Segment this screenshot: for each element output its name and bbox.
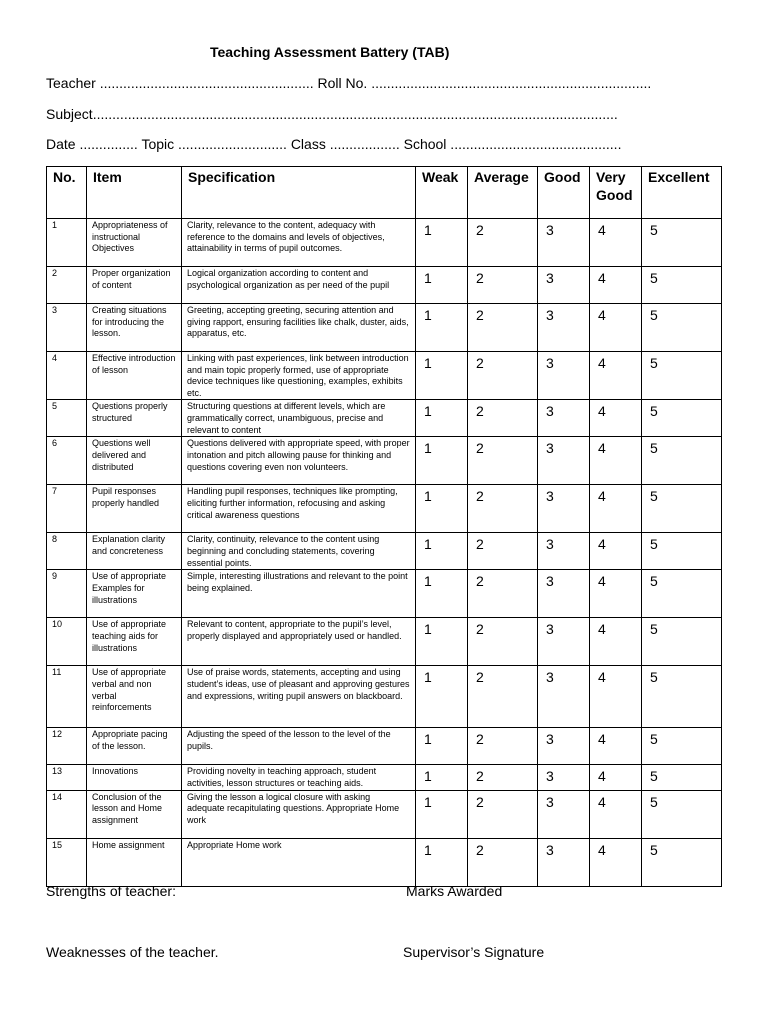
- row-number: 9: [47, 570, 87, 618]
- row-number: 11: [47, 666, 87, 728]
- row-number: 1: [47, 219, 87, 267]
- rating-cell[interactable]: 1: [416, 400, 468, 437]
- rating-cell[interactable]: 5: [642, 352, 722, 400]
- table-row: [47, 533, 722, 570]
- rating-cell[interactable]: 3: [538, 790, 590, 838]
- row-specification: Relevant to content, appropriate to the pupil’s level, properly displayed and appropriately used or handled.: [182, 618, 416, 666]
- rating-cell[interactable]: 4: [590, 728, 642, 765]
- rating-cell[interactable]: 3: [538, 666, 590, 728]
- row-item: Effective introduction of lesson: [87, 352, 182, 400]
- rating-cell[interactable]: 5: [642, 437, 722, 485]
- row-specification: Giving the lesson a logical closure with asking adequate recapitulating questions. Appropriate Home work: [182, 790, 416, 838]
- rating-cell[interactable]: 1: [416, 485, 468, 533]
- rating-cell[interactable]: 5: [642, 570, 722, 618]
- rating-cell[interactable]: 3: [538, 618, 590, 666]
- row-specification: Structuring questions at different levels, which are grammatically correct, unambiguous, precise and relevant to content: [182, 400, 416, 437]
- rating-cell[interactable]: 4: [590, 485, 642, 533]
- table-body: [47, 219, 722, 887]
- rating-cell[interactable]: 5: [642, 485, 722, 533]
- row-item: Conclusion of the lesson and Home assignment: [87, 790, 182, 838]
- row-number: 8: [47, 533, 87, 570]
- rating-cell[interactable]: 4: [590, 219, 642, 267]
- table-row: [47, 728, 722, 765]
- row-number: 13: [47, 765, 87, 790]
- rating-cell[interactable]: 1: [416, 570, 468, 618]
- row-item: Appropriateness of instructional Objectives: [87, 219, 182, 267]
- table-row: [47, 400, 722, 437]
- header-excellent: Excellent: [642, 167, 722, 219]
- document-title: Teaching Assessment Battery (TAB): [210, 44, 450, 60]
- rating-cell[interactable]: 2: [468, 570, 538, 618]
- table-row: [47, 485, 722, 533]
- row-specification: Logical organization according to content and psychological organization as per need of the pupil: [182, 267, 416, 304]
- row-item: Appropriate pacing of the lesson.: [87, 728, 182, 765]
- marks-awarded-label: Marks Awarded: [406, 883, 503, 899]
- rating-cell[interactable]: 1: [416, 666, 468, 728]
- row-number: 2: [47, 267, 87, 304]
- row-number: 15: [47, 838, 87, 886]
- rating-cell[interactable]: 1: [416, 267, 468, 304]
- rating-cell[interactable]: 2: [468, 437, 538, 485]
- row-specification: Handling pupil responses, techniques like prompting, eliciting further information, refocusing and asking critical awareness questions: [182, 485, 416, 533]
- row-item: Use of appropriate Examples for illustrations: [87, 570, 182, 618]
- row-specification: Clarity, continuity, relevance to the content using beginning and concluding statements, covering essential points.: [182, 533, 416, 570]
- row-item: Proper organization of content: [87, 267, 182, 304]
- rating-cell[interactable]: 5: [642, 618, 722, 666]
- teacher-rollno-line: Teacher ....................................................... Roll No. ........................................................................: [46, 75, 652, 91]
- row-item: Use of appropriate verbal and non verbal reinforcements: [87, 666, 182, 728]
- rating-cell[interactable]: 3: [538, 728, 590, 765]
- rating-cell[interactable]: 4: [590, 765, 642, 790]
- row-specification: Simple, interesting illustrations and relevant to the point being explained.: [182, 570, 416, 618]
- rating-cell[interactable]: 2: [468, 533, 538, 570]
- rating-cell[interactable]: 3: [538, 570, 590, 618]
- rating-cell[interactable]: 2: [468, 790, 538, 838]
- rating-cell[interactable]: 2: [468, 618, 538, 666]
- rating-cell[interactable]: 3: [538, 304, 590, 352]
- table-row: [47, 219, 722, 267]
- rating-cell[interactable]: 4: [590, 838, 642, 886]
- rating-cell[interactable]: 2: [468, 666, 538, 728]
- rating-cell[interactable]: 1: [416, 352, 468, 400]
- table-row: [47, 437, 722, 485]
- row-item: Explanation clarity and concreteness: [87, 533, 182, 570]
- table-row: [47, 838, 722, 886]
- header-average: Average: [468, 167, 538, 219]
- rating-cell[interactable]: 5: [642, 219, 722, 267]
- rating-cell[interactable]: 5: [642, 267, 722, 304]
- rating-cell[interactable]: 1: [416, 728, 468, 765]
- rating-cell[interactable]: 2: [468, 485, 538, 533]
- rating-cell[interactable]: 3: [538, 485, 590, 533]
- row-number: 4: [47, 352, 87, 400]
- row-item: Questions properly structured: [87, 400, 182, 437]
- rating-cell[interactable]: 4: [590, 666, 642, 728]
- rating-cell[interactable]: 3: [538, 352, 590, 400]
- row-number: 12: [47, 728, 87, 765]
- table-row: [47, 352, 722, 400]
- rating-cell[interactable]: 2: [468, 765, 538, 790]
- row-item: Creating situations for introducing the lesson.: [87, 304, 182, 352]
- rating-cell[interactable]: 1: [416, 838, 468, 886]
- table-row: [47, 765, 722, 790]
- weaknesses-label: Weaknesses of the teacher.: [46, 944, 219, 960]
- row-specification: Providing novelty in teaching approach, student activities, lesson structures or teaching aids.: [182, 765, 416, 790]
- row-number: 5: [47, 400, 87, 437]
- table-row: [47, 570, 722, 618]
- rating-cell[interactable]: 4: [590, 400, 642, 437]
- rating-cell[interactable]: 3: [538, 400, 590, 437]
- header-specification: Specification: [182, 167, 416, 219]
- row-specification: Questions delivered with appropriate speed, with proper intonation and pitch allowing pause for thinking and questions covering even non volunteers.: [182, 437, 416, 485]
- date-topic-class-school-line: Date ............... Topic ............................ Class .................. School ............................................: [46, 136, 622, 152]
- rating-cell[interactable]: 1: [416, 790, 468, 838]
- rating-cell[interactable]: 5: [642, 765, 722, 790]
- rating-cell[interactable]: 5: [642, 790, 722, 838]
- row-specification: Adjusting the speed of the lesson to the level of the pupils.: [182, 728, 416, 765]
- header-good: Good: [538, 167, 590, 219]
- rating-cell[interactable]: 2: [468, 400, 538, 437]
- row-item: Home assignment: [87, 838, 182, 886]
- row-specification: Use of praise words, statements, accepting and using student’s ideas, use of pleasant and approving gestures and expressions, writing pupil answers on blackboard.: [182, 666, 416, 728]
- subject-line: Subject.......................................................................................................................................: [46, 106, 618, 122]
- header-weak: Weak: [416, 167, 468, 219]
- rating-cell[interactable]: 4: [590, 352, 642, 400]
- rating-cell[interactable]: 4: [590, 618, 642, 666]
- header-very-good: Very Good: [590, 167, 642, 219]
- rating-cell[interactable]: 2: [468, 838, 538, 886]
- row-number: 14: [47, 790, 87, 838]
- row-item: Questions well delivered and distributed: [87, 437, 182, 485]
- rating-cell[interactable]: 2: [468, 304, 538, 352]
- rating-cell[interactable]: 5: [642, 304, 722, 352]
- rating-cell[interactable]: 1: [416, 765, 468, 790]
- row-item: Use of appropriate teaching aids for illustrations: [87, 618, 182, 666]
- rating-cell[interactable]: 1: [416, 437, 468, 485]
- table-row: [47, 304, 722, 352]
- table-row: [47, 790, 722, 838]
- row-specification: Clarity, relevance to the content, adequacy with reference to the domains and levels of objectives, attainability in terms of pupil outcomes.: [182, 219, 416, 267]
- row-specification: Greeting, accepting greeting, securing attention and giving rapport, ensuring facilities like chalk, duster, aids, apparatus, etc.: [182, 304, 416, 352]
- rating-cell[interactable]: 5: [642, 533, 722, 570]
- rating-cell[interactable]: 3: [538, 765, 590, 790]
- rating-cell[interactable]: 2: [468, 352, 538, 400]
- rating-cell[interactable]: 5: [642, 400, 722, 437]
- rating-cell[interactable]: 1: [416, 533, 468, 570]
- rating-cell[interactable]: 3: [538, 437, 590, 485]
- rating-cell[interactable]: 4: [590, 533, 642, 570]
- rating-cell[interactable]: 5: [642, 838, 722, 886]
- rating-cell[interactable]: 4: [590, 437, 642, 485]
- rating-cell[interactable]: 4: [590, 570, 642, 618]
- row-number: 7: [47, 485, 87, 533]
- rating-cell[interactable]: 3: [538, 533, 590, 570]
- rating-cell[interactable]: 1: [416, 219, 468, 267]
- rating-cell[interactable]: 3: [538, 267, 590, 304]
- row-number: 10: [47, 618, 87, 666]
- table-row: [47, 267, 722, 304]
- rating-cell[interactable]: 2: [468, 219, 538, 267]
- rating-cell[interactable]: 4: [590, 304, 642, 352]
- rating-cell[interactable]: 4: [590, 267, 642, 304]
- supervisor-signature-label: Supervisor’s Signature: [403, 944, 545, 960]
- rating-cell[interactable]: 2: [468, 728, 538, 765]
- rating-cell[interactable]: 2: [468, 267, 538, 304]
- rating-cell[interactable]: 1: [416, 618, 468, 666]
- row-item: Innovations: [87, 765, 182, 790]
- row-specification: Linking with past experiences, link between introduction and main topic properly formed, use of appropriate device techniques like questioning, examples, exhibits etc.: [182, 352, 416, 400]
- rating-cell[interactable]: 1: [416, 304, 468, 352]
- table-row: [47, 666, 722, 728]
- strengths-label: Strengths of teacher:: [46, 883, 176, 899]
- table-row: [47, 618, 722, 666]
- rating-cell[interactable]: 4: [590, 790, 642, 838]
- row-number: 6: [47, 437, 87, 485]
- header-item: Item: [87, 167, 182, 219]
- row-number: 3: [47, 304, 87, 352]
- table-header-row: [47, 167, 722, 219]
- rating-cell[interactable]: 5: [642, 728, 722, 765]
- row-item: Pupil responses properly handled: [87, 485, 182, 533]
- rating-cell[interactable]: 3: [538, 838, 590, 886]
- rating-cell[interactable]: 3: [538, 219, 590, 267]
- rating-cell[interactable]: 5: [642, 666, 722, 728]
- header-no: No.: [47, 167, 87, 219]
- row-specification: Appropriate Home work: [182, 838, 416, 886]
- assessment-table: [46, 166, 722, 887]
